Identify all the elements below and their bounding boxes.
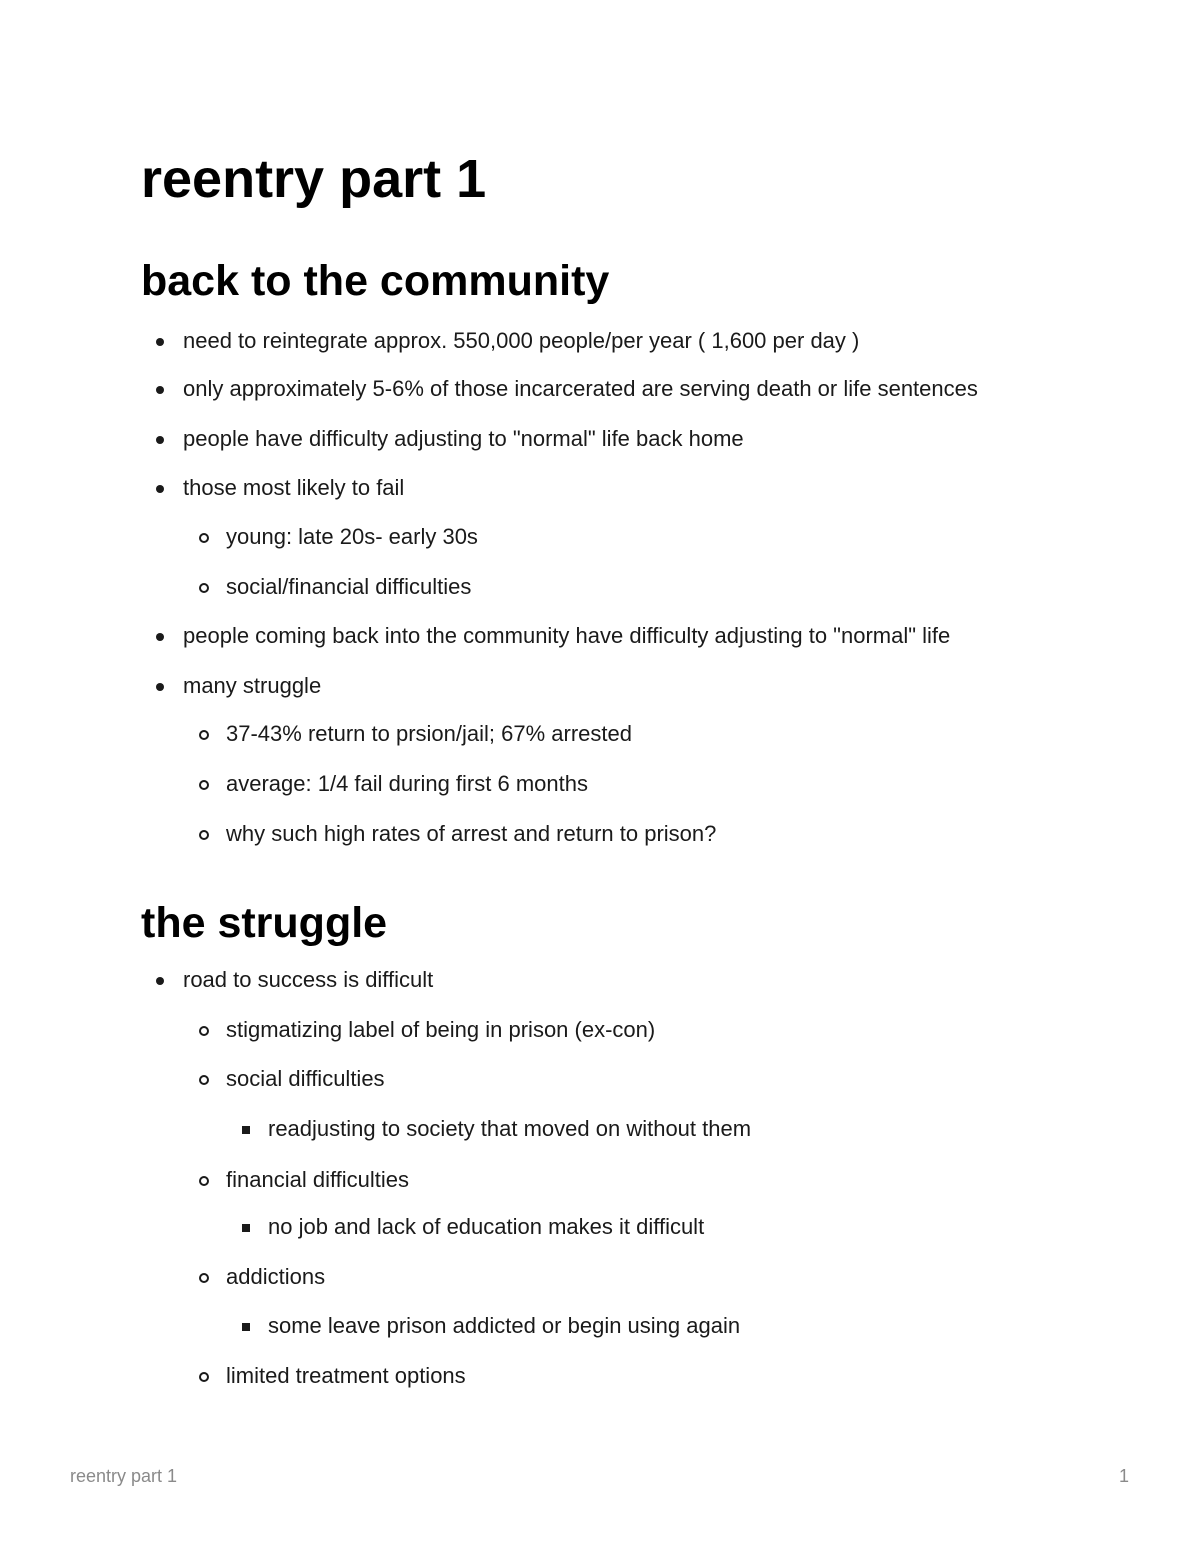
- bullet-circle-icon: [199, 583, 209, 593]
- list-item: [183, 672, 321, 700]
- list-item: [226, 1065, 385, 1093]
- bullet-circle-icon: [199, 1075, 209, 1085]
- list-item-text: young: late 20s- early 30s: [226, 524, 478, 549]
- bullet-disc-icon: [156, 485, 164, 493]
- list-item-text: stigmatizing label of being in prison (ex-con): [226, 1017, 656, 1042]
- list-item: [183, 375, 978, 403]
- list-item: [183, 966, 433, 994]
- list-item: [268, 1213, 704, 1241]
- list-item: [183, 425, 744, 453]
- list-item: [268, 1312, 740, 1340]
- bullet-square-icon: [242, 1224, 250, 1232]
- page-title: reentry part 1: [141, 149, 487, 209]
- section-heading-back-to-the-community: back to the community: [141, 257, 610, 305]
- bullet-circle-icon: [199, 780, 209, 790]
- section-heading-the-struggle: the struggle: [141, 899, 388, 947]
- list-item: [226, 1016, 655, 1044]
- list-item-text: why such high rates of arrest and return to prison?: [226, 821, 717, 846]
- list-item: [183, 622, 950, 650]
- bullet-disc-icon: [156, 436, 164, 444]
- footer-page-number: 1: [1118, 1466, 1129, 1486]
- bullet-disc-icon: [156, 633, 164, 641]
- list-item: [226, 720, 632, 748]
- bullet-disc-icon: [156, 683, 164, 691]
- list-item-text: those most likely to fail: [183, 475, 405, 500]
- list-item: [268, 1115, 751, 1143]
- list-item-text: people have difficulty adjusting to "normal" life back home: [183, 426, 744, 451]
- bullet-disc-icon: [156, 338, 164, 346]
- list-item: [226, 1263, 325, 1291]
- list-item-text: financial difficulties: [226, 1167, 410, 1192]
- bullet-circle-icon: [199, 1273, 209, 1283]
- list-item-text: average: 1/4 fail during first 6 months: [226, 771, 588, 796]
- list-item-text: limited treatment options: [226, 1363, 466, 1388]
- list-item-text: readjusting to society that moved on without them: [268, 1116, 752, 1141]
- list-item: [226, 573, 471, 601]
- list-item: [183, 474, 404, 502]
- list-item: [226, 820, 716, 848]
- bullet-disc-icon: [156, 386, 164, 394]
- list-item-text: many struggle: [183, 673, 322, 698]
- bullet-disc-icon: [156, 977, 164, 985]
- bullet-square-icon: [242, 1323, 250, 1331]
- list-item-text: 37-43% return to prsion/jail; 67% arrested: [226, 721, 632, 746]
- list-item-text: social difficulties: [226, 1066, 385, 1091]
- list-item-text: addictions: [226, 1264, 326, 1289]
- list-item-text: road to success is difficult: [183, 967, 434, 992]
- list-item-text: only approximately 5-6% of those incarcerated are serving death or life sentences: [183, 376, 978, 401]
- bullet-circle-icon: [199, 1176, 209, 1186]
- bullet-circle-icon: [199, 1026, 209, 1036]
- list-item: [226, 1166, 409, 1194]
- list-item: [226, 770, 588, 798]
- list-item-text: no job and lack of education makes it difficult: [268, 1214, 705, 1239]
- list-item: [226, 523, 478, 551]
- bullet-circle-icon: [199, 1372, 209, 1382]
- bullet-circle-icon: [199, 730, 209, 740]
- list-item: [226, 1362, 466, 1390]
- footer-document-title: reentry part 1: [70, 1466, 178, 1486]
- bullet-square-icon: [242, 1126, 250, 1134]
- bullet-circle-icon: [199, 830, 209, 840]
- list-item-text: need to reintegrate approx. 550,000 people/per year ( 1,600 per day ): [183, 328, 860, 353]
- list-item-text: some leave prison addicted or begin using again: [268, 1313, 741, 1338]
- list-item-text: people coming back into the community have difficulty adjusting to "normal" life: [183, 623, 951, 648]
- list-item: [183, 327, 859, 355]
- list-item-text: social/financial difficulties: [226, 574, 472, 599]
- bullet-circle-icon: [199, 533, 209, 543]
